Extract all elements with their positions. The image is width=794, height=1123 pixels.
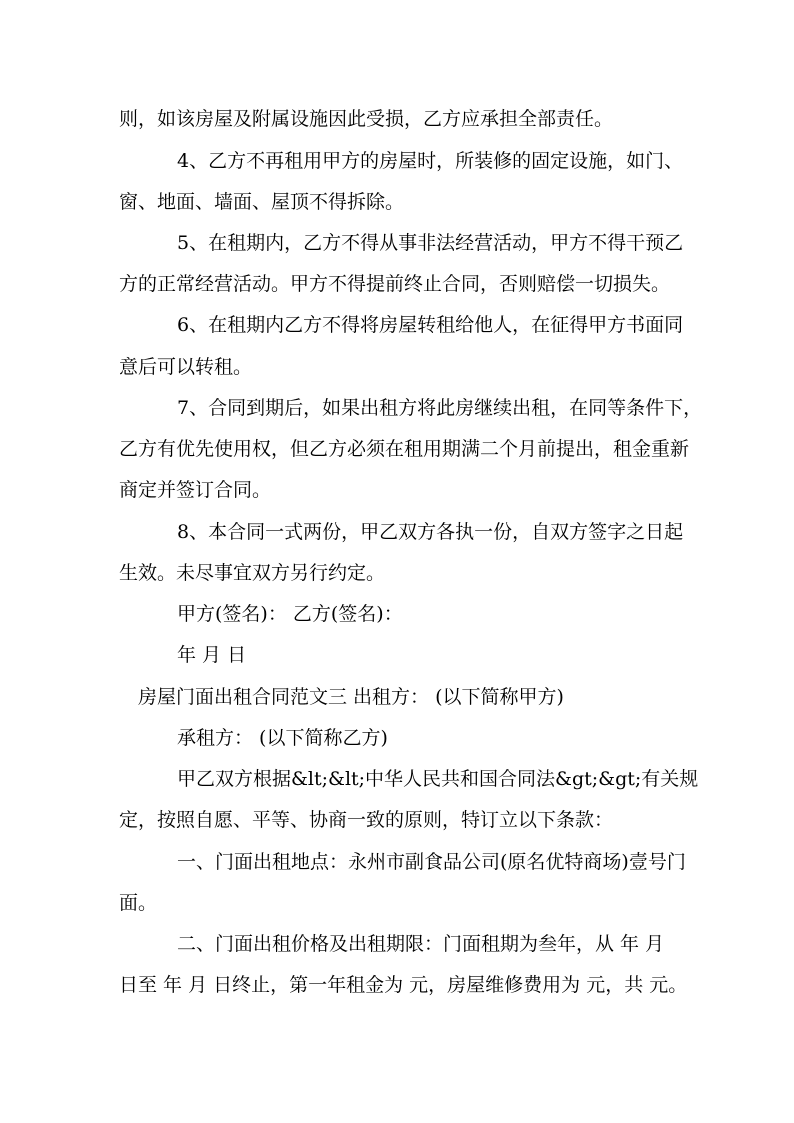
section-heading: 房屋门面出租合同范文三 出租方： (以下简称甲方) [138, 686, 564, 708]
clause-1-line: 一、门面出租地点：永州市副食品公司(原名优特商场)壹号门 [177, 851, 686, 873]
body-line: 乙方有优先使用权，但乙方必须在租用期满二个月前提出，租金重新 [119, 438, 690, 460]
signature-line: 甲方(签名)： 乙方(签名)： [177, 603, 403, 625]
body-line: 日至 年 月 日终止，第一年租金为 元，房屋维修费用为 元，共 元。 [119, 974, 688, 996]
body-line: 面。 [119, 892, 158, 914]
clause-2-line: 二、门面出租价格及出租期限：门面租期为叁年，从 年 月 [177, 933, 665, 955]
date-line: 年 月 日 [177, 644, 247, 666]
clause-4-line: 4、乙方不再租用甲方的房屋时，所装修的固定设施，如门、 [177, 150, 684, 172]
clause-6-line: 6、在租期内乙方不得将房屋转租给他人，在征得甲方书面同 [177, 314, 684, 336]
body-line: 窗、地面、墙面、屋顶不得拆除。 [119, 191, 405, 213]
body-line: 生效。未尽事宜双方另行约定。 [119, 562, 386, 584]
body-line: 商定并签订合同。 [119, 479, 272, 501]
lessee-line: 承租方： (以下简称乙方) [177, 727, 388, 749]
clause-5-line: 5、在租期内，乙方不得从事非法经营活动，甲方不得干预乙 [177, 232, 684, 254]
clause-7-line: 7、合同到期后，如果出租方将此房继续出租，在同等条件下， [177, 397, 703, 419]
preamble-line: 甲乙双方根据&lt;&lt;中华人民共和国合同法&gt;&gt;有关规 [177, 768, 699, 790]
body-line: 意后可以转租。 [119, 356, 253, 378]
body-line: 定，按照自愿、平等、协商一致的原则，特订立以下条款： [119, 809, 614, 831]
body-line: 方的正常经营活动。甲方不得提前终止合同，否则赔偿一切损失。 [119, 273, 671, 295]
clause-8-line: 8、本合同一式两份，甲乙双方各执一份，自双方签字之日起 [177, 521, 684, 543]
body-line: 则，如该房屋及附属设施因此受损，乙方应承担全部责任。 [119, 108, 614, 130]
